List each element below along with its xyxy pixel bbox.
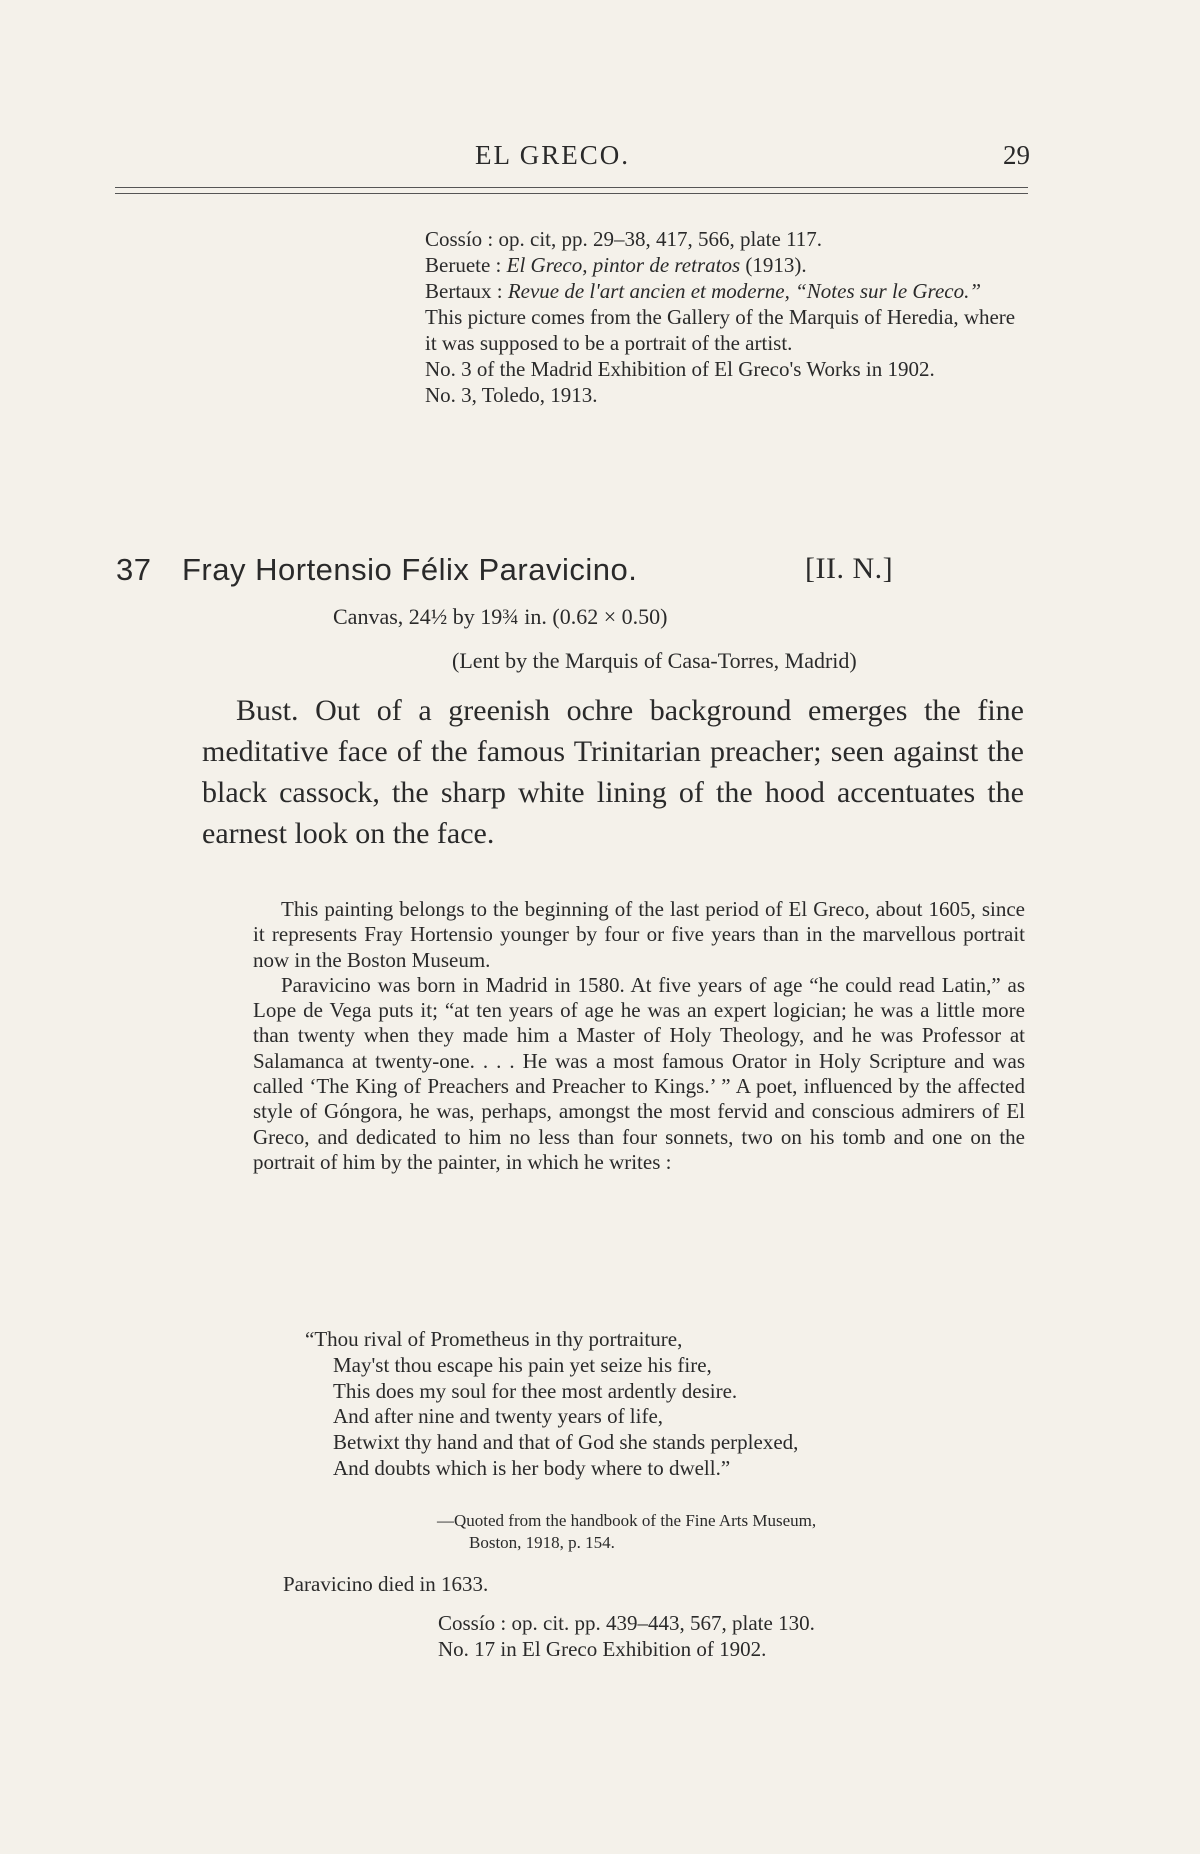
- poem-line: “Thou rival of Prometheus in thy portraiture,: [305, 1327, 683, 1351]
- poem-line: Betwixt thy hand and that of God she stands perplexed,: [333, 1430, 799, 1455]
- body-paragraph: This painting belongs to the beginning of the last period of El Greco, about 1605, since it represents Fray Hortensio younger by four or five years than in the marvellous portrait now in the Boston Museum.: [253, 897, 1025, 972]
- entry-description: Bust. Out of a greenish ochre background emerges the fine meditative face of the famous Trinitarian preacher; seen against the black cassock, the sharp white lining of the hood accentuates the earnest look on the face.: [202, 694, 1024, 850]
- ref-madrid-exhibition: No. 3 of the Madrid Exhibition of El Greco's Works in 1902.: [425, 357, 935, 381]
- poem-line: May'st thou escape his pain yet seize his fire,: [333, 1352, 712, 1377]
- canvas-dimensions: Canvas, 24½ by 19¾ in. (0.62 × 0.50): [333, 604, 668, 629]
- page-number: 29: [1003, 140, 1030, 170]
- header-rule-top: [115, 187, 1028, 188]
- header-rule-bottom: [115, 193, 1028, 194]
- ref-cossio-2: Cossío : op. cit. pp. 439–443, 567, plate 130.: [438, 1611, 815, 1635]
- closing-references: [438, 1610, 815, 1662]
- ref-provenance: This picture comes from the Gallery of the Marquis of Heredia, where it was supposed to be a portrait of the artist.: [425, 305, 1016, 355]
- quote-source: —Quoted from the handbook of the Fine Arts Museum, Boston, 1918, p. 154.: [437, 1511, 817, 1552]
- ref-bertaux: Bertaux : Revue de l'art ancien et moderne, “Notes sur le Greco.”: [425, 279, 982, 303]
- previous-entry-references: [425, 226, 1025, 408]
- entry-body: [253, 897, 1025, 1175]
- ref-exhibition-1902: No. 17 in El Greco Exhibition of 1902.: [438, 1637, 767, 1661]
- sonnet-quote: [305, 1327, 1025, 1482]
- ref-toledo: No. 3, Toledo, 1913.: [425, 383, 598, 407]
- ref-beruete: Beruete : El Greco, pintor de retratos (1913).: [425, 253, 807, 277]
- page-header: [110, 140, 1030, 180]
- poem-line: And after nine and twenty years of life,: [333, 1404, 664, 1429]
- entry-title: Fray Hortensio Félix Paravicino.: [182, 552, 638, 587]
- death-note: Paravicino died in 1633.: [283, 1572, 489, 1596]
- entry-code: [II. N.]: [805, 552, 894, 585]
- poem-line: This does my soul for thee most ardently desire.: [333, 1378, 738, 1403]
- body-paragraph: Paravicino was born in Madrid in 1580. At five years of age “he could read Latin,” as Lope de Vega puts it; “at ten years of age he was an expert logician; he was a little more than twenty when they made him a Master of Holy Theology, and he was Professor at Salamanca at twenty-one. . . . He was a most famous Orator in Holy Scripture and was called ‘The King of Preachers and Preacher to Kings.’ ” A poet, influenced by the affected style of Góngora, he was, perhaps, amongst the most fervid and conscious admirers of El Greco, and dedicated to him no less than four sonnets, two on his tomb and one on the portrait of him by the painter, in which he writes :: [253, 972, 1025, 1174]
- poem-line: And doubts which is her body where to dwell.”: [333, 1455, 731, 1480]
- lender-line: (Lent by the Marquis of Casa-Torres, Madrid): [452, 648, 857, 673]
- running-title: EL GRECO.: [475, 140, 630, 170]
- entry-number: 37: [116, 552, 152, 587]
- ref-cossio: Cossío : op. cit, pp. 29–38, 417, 566, plate 117.: [425, 227, 823, 251]
